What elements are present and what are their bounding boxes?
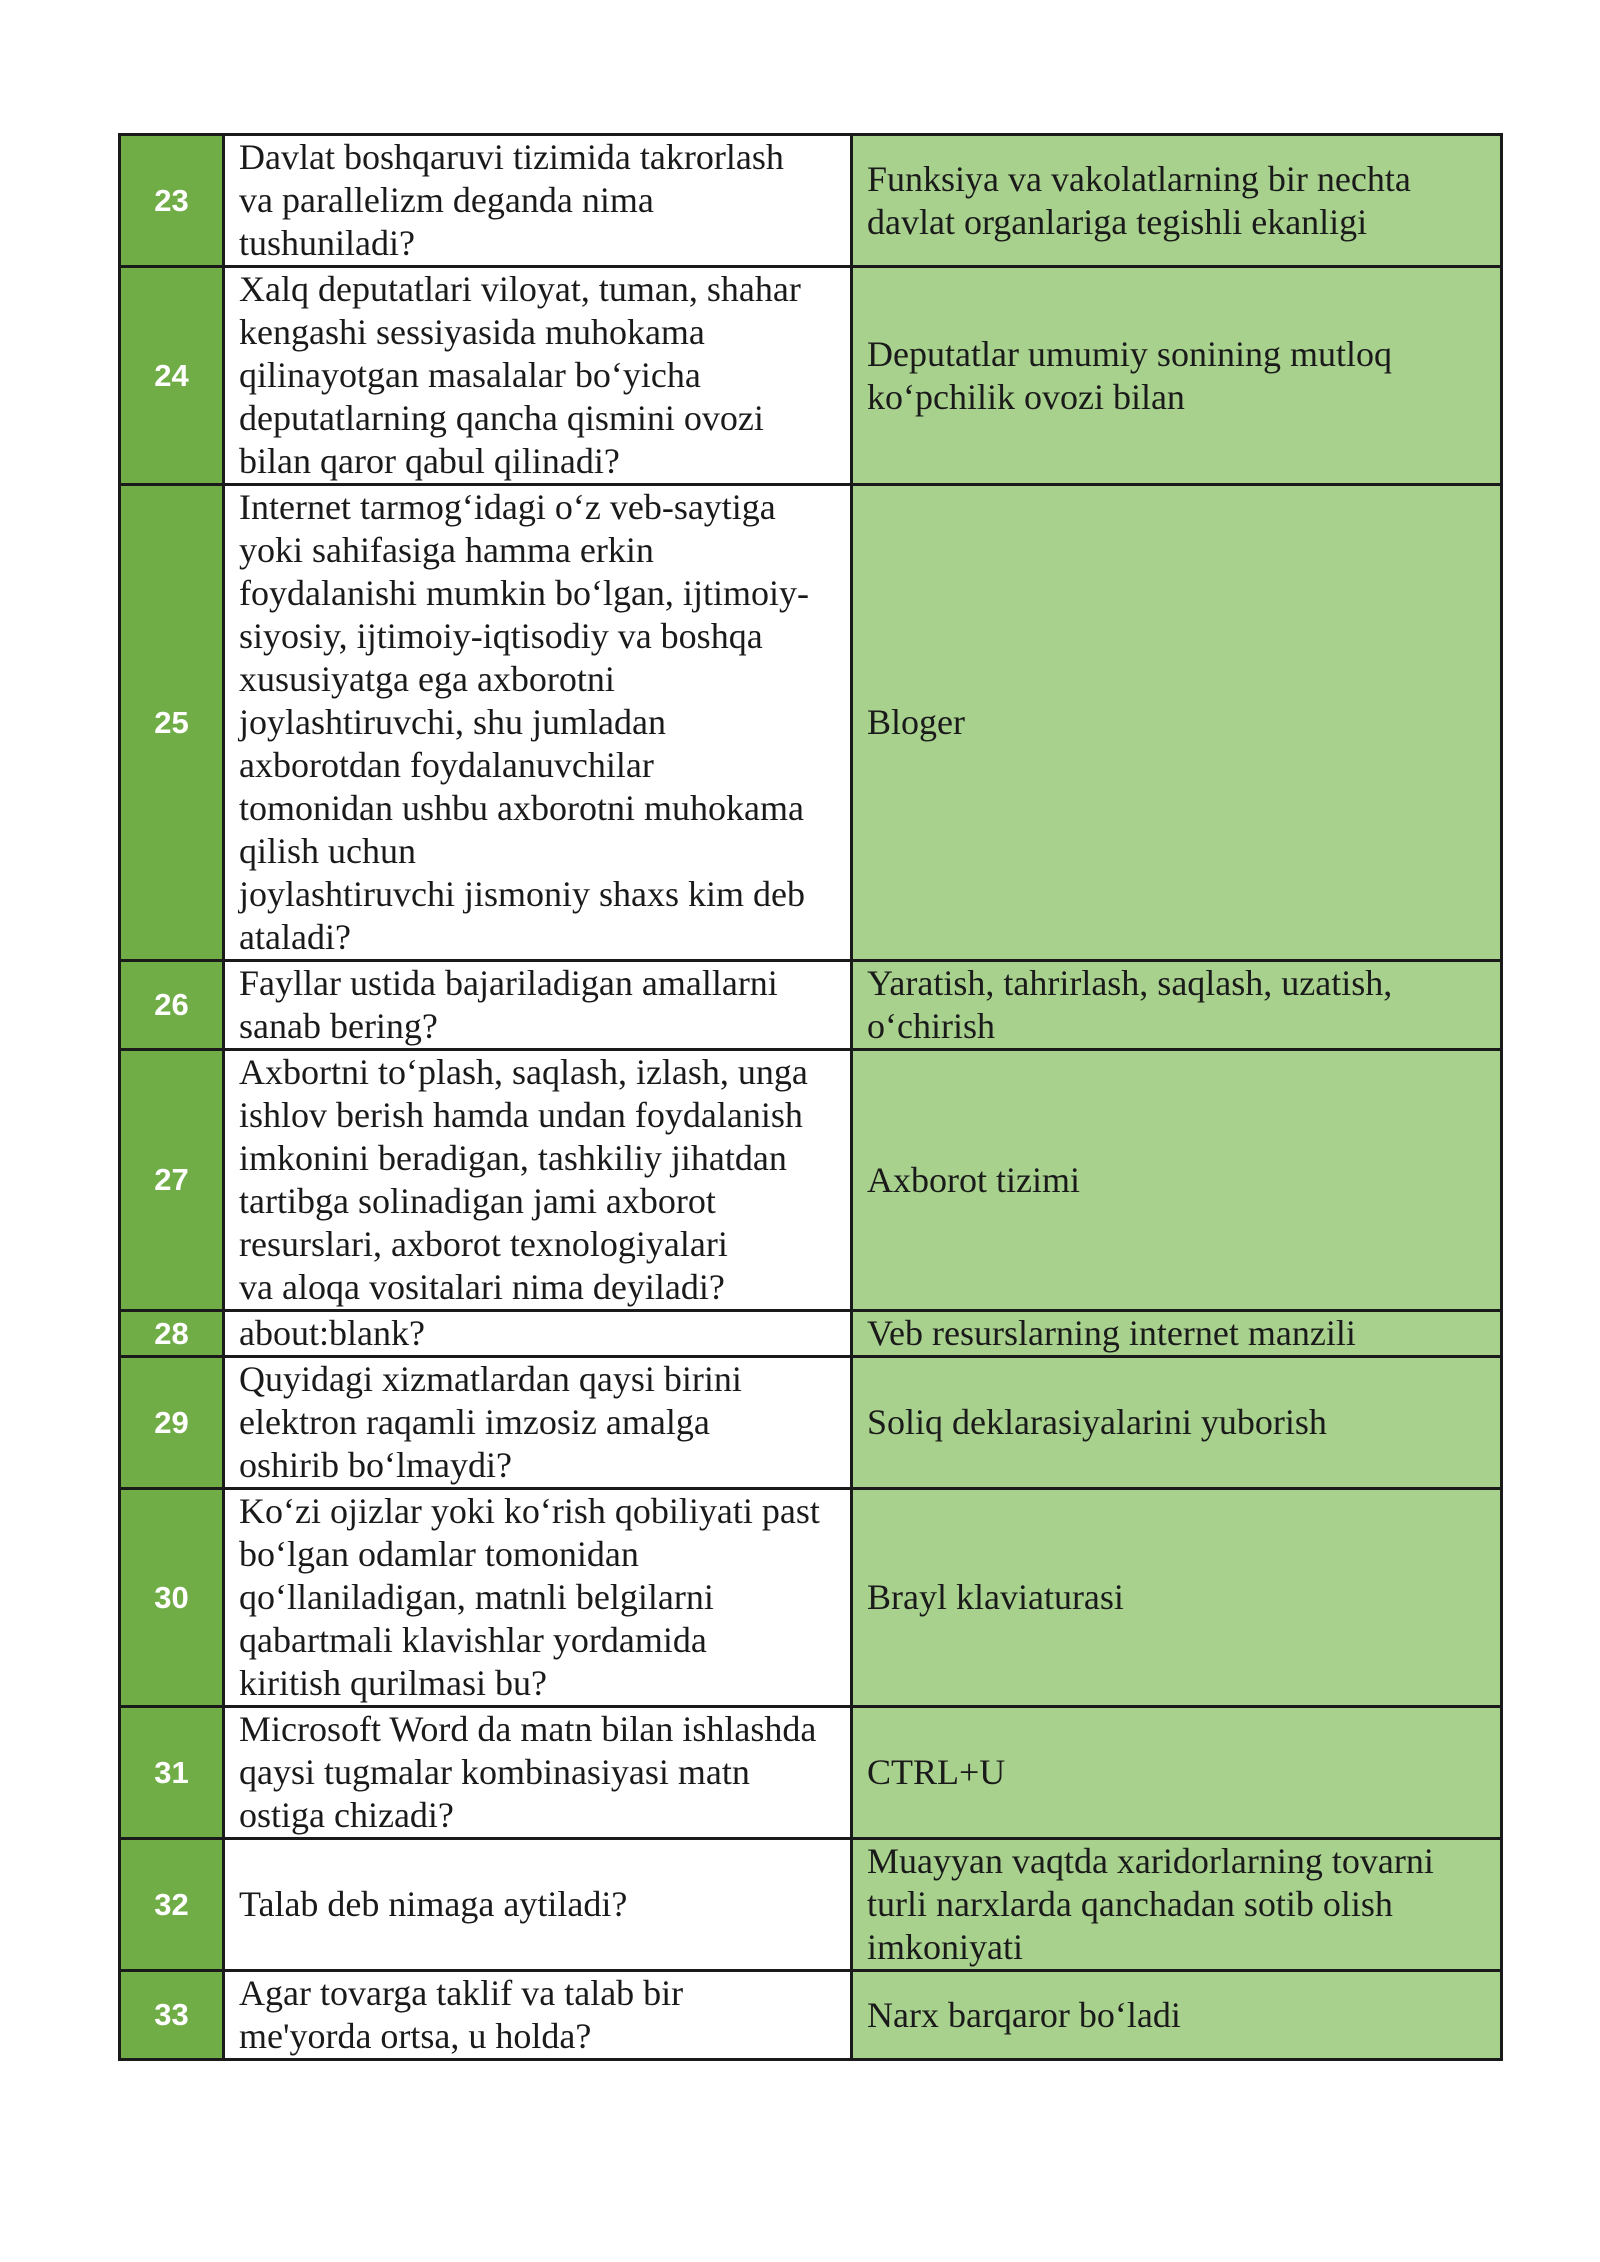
row-number: 33 (120, 1971, 224, 2060)
question-text: Davlat boshqaruvi tizimida takrorlash va parallelizm deganda nima tushuniladi? (239, 137, 784, 263)
answer-cell (852, 1050, 1502, 1311)
table-row (120, 1489, 1502, 1707)
table-row (120, 1357, 1502, 1489)
question-cell (224, 1707, 852, 1839)
table-row (120, 135, 1502, 267)
question-text: Ko‘zi ojizlar yoki ko‘rish qobiliyati past bo‘lgan odamlar tomonidan qo‘llaniladigan, matnli belgilarni qabartmali klavishlar yordamida kiritish qurilmasi bu? (239, 1491, 820, 1703)
question-cell (224, 485, 852, 961)
row-number: 23 (120, 135, 224, 267)
question-text: Xalq deputatlari viloyat, tuman, shahar kengashi sessiyasida muhokama qilinayotgan masalalar bo‘yicha deputatlarning qancha qismini ovozi bilan qaror qabul qilinadi? (239, 269, 801, 481)
answer-cell (852, 1839, 1502, 1971)
question-text: about:blank? (239, 1313, 425, 1353)
question-cell (224, 1839, 852, 1971)
question-text: Microsoft Word da matn bilan ishlashda qaysi tugmalar kombinasiyasi matn ostiga chizadi? (239, 1709, 817, 1835)
question-text: Quyidagi xizmatlardan qaysi birini elektron raqamli imzosiz amalga oshirib bo‘lmaydi? (239, 1359, 742, 1485)
answer-text: Axborot tizimi (867, 1159, 1080, 1200)
row-number: 31 (120, 1707, 224, 1839)
answer-cell (852, 1311, 1502, 1357)
question-cell (224, 1050, 852, 1311)
question-cell (224, 1357, 852, 1489)
row-number: 28 (120, 1311, 224, 1357)
answer-cell (852, 1707, 1502, 1839)
answer-text: Narx barqaror bo‘ladi (867, 1994, 1181, 2035)
answer-cell (852, 961, 1502, 1050)
qa-table (118, 133, 1503, 2061)
table-row (120, 1707, 1502, 1839)
answer-text: Soliq deklarasiyalarini yuborish (867, 1402, 1327, 1442)
answer-cell (852, 1489, 1502, 1707)
question-text: Agar tovarga taklif va talab bir me'yorda ortsa, u holda? (239, 1973, 684, 2056)
table-row (120, 1050, 1502, 1311)
row-number: 32 (120, 1839, 224, 1971)
answer-text: Yaratish, tahrirlash, saqlash, uzatish, o‘chirish (867, 963, 1393, 1046)
row-number: 26 (120, 961, 224, 1050)
answer-text: Deputatlar umumiy sonining mutloq ko‘pchilik ovozi bilan (867, 333, 1392, 417)
answer-cell (852, 485, 1502, 961)
answer-text: Brayl klaviaturasi (867, 1577, 1124, 1617)
question-cell (224, 1489, 852, 1707)
answer-cell (852, 1971, 1502, 2060)
answer-cell (852, 267, 1502, 485)
answer-text: Muayyan vaqtda xaridorlarning tovarni turli narxlarda qanchadan sotib olish imkoniyati (867, 1841, 1434, 1967)
table-row (120, 961, 1502, 1050)
question-cell (224, 1311, 852, 1357)
row-number: 25 (120, 485, 224, 961)
question-text: Axbortni to‘plash, saqlash, izlash, unga ishlov berish hamda undan foydalanish imkonini beradigan, tashkiliy jihatdan tartibga solinadigan jami axborot resurslari, axborot texnologiyalari va aloqa vositalari nima deyiladi? (239, 1052, 808, 1307)
table-row (120, 267, 1502, 485)
question-cell (224, 961, 852, 1050)
table-row (120, 485, 1502, 961)
question-text: Fayllar ustida bajariladigan amallarni sanab bering? (239, 963, 778, 1046)
row-number: 27 (120, 1050, 224, 1311)
table-row (120, 1311, 1502, 1357)
table-row (120, 1839, 1502, 1971)
question-cell (224, 1971, 852, 2060)
answer-text: Bloger (867, 702, 965, 742)
answer-text: Veb resurslarning internet manzili (867, 1313, 1356, 1353)
answer-cell (852, 135, 1502, 267)
question-text: Talab deb nimaga aytiladi? (239, 1884, 628, 1924)
row-number: 24 (120, 267, 224, 485)
row-number: 29 (120, 1357, 224, 1489)
table-row (120, 1971, 1502, 2060)
question-cell (224, 267, 852, 485)
answer-text: CTRL+U (867, 1752, 1006, 1792)
question-text: Internet tarmog‘idagi o‘z veb-saytiga yoki sahifasiga hamma erkin foydalanishi mumkin bo‘lgan, ijtimoiy- siyosiy, ijtimoiy-iqtisodiy va boshqa xususiyatga ega axborotni joylashtiruvchi, shu jumladan axborotdan foydalanuvchilar tomonidan ushbu axborotni muhokama qilish uchun joylashtiruvchi jismoniy shaxs kim deb ataladi? (239, 487, 809, 957)
answer-text: Funksiya va vakolatlarning bir nechta davlat organlariga tegishli ekanligi (867, 158, 1411, 242)
question-cell (224, 135, 852, 267)
answer-cell (852, 1357, 1502, 1489)
row-number: 30 (120, 1489, 224, 1707)
